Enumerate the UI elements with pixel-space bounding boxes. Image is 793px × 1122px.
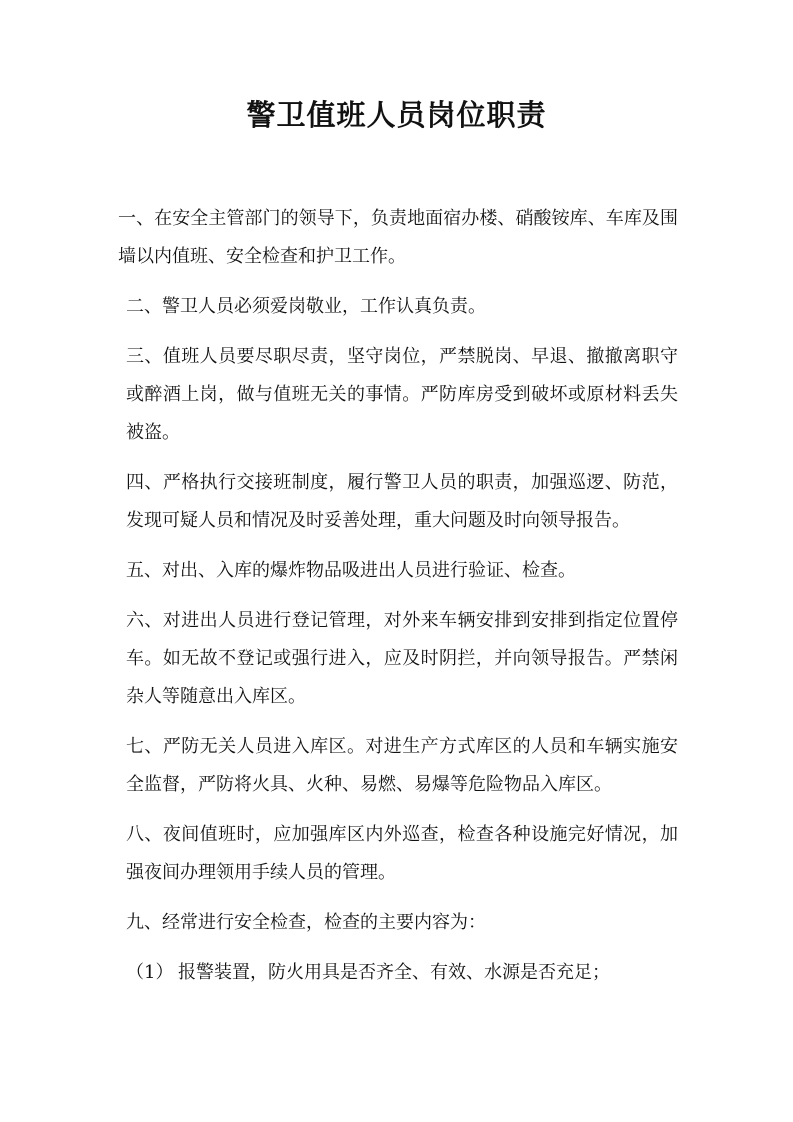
paragraph-1: 一、在安全主管部门的领导下，负责地面宿办楼、硝酸铵库、车库及围墙以内值班、安全检查和护卫工作。 (118, 208, 678, 267)
paragraph-2: 二、警卫人员必须爱岗敬业，工作认真负责。 (126, 296, 486, 317)
document-title: 警卫值班人员岗位职责 (246, 98, 547, 132)
paragraph-6: 六、对进出人员进行登记管理，对外来车辆安排到安排到指定位置停车。如无故不登记或强行进入，应及时阴拦，并向领导报告。严禁闲杂人等随意出入库区。 (126, 610, 678, 707)
paragraph-4: 四、严格执行交接班制度，履行警卫人员的职责，加强巡逻、防范，发现可疑人员和情况及时妥善处理，重大问题及时向领导报告。 (126, 472, 678, 531)
list-item-number: （1） (126, 962, 174, 983)
paragraph-8: 八、夜间值班时，应加强库区内外巡查，检查各种设施完好情况，加强夜间办理领用手续人员的管理。 (126, 824, 678, 883)
paragraph-9: 九、经常进行安全检查，检查的主要内容为： (126, 912, 486, 933)
list-item-1 (118, 954, 678, 992)
paragraph-3: 三、值班人员要尽职尽责，坚守岗位，严禁脱岗、早退、撤撤离职守或醉酒上岗，做与值班无关的事情。严防库房受到破坏或原材料丢失被盗。 (126, 346, 678, 443)
document-body (118, 200, 678, 992)
paragraph-7: 七、严防无关人员进入库区。对进生产方式库区的人员和车辆实施安全监督，严防将火具、火种、易燃、易爆等危险物品入库区。 (126, 736, 678, 795)
paragraph-5: 五、对出、入库的爆炸物品吸进出人员进行验证、检查。 (126, 560, 576, 581)
list-item-text: 报警装置，防火用具是否齐全、有效、水源是否充足； (178, 962, 610, 983)
